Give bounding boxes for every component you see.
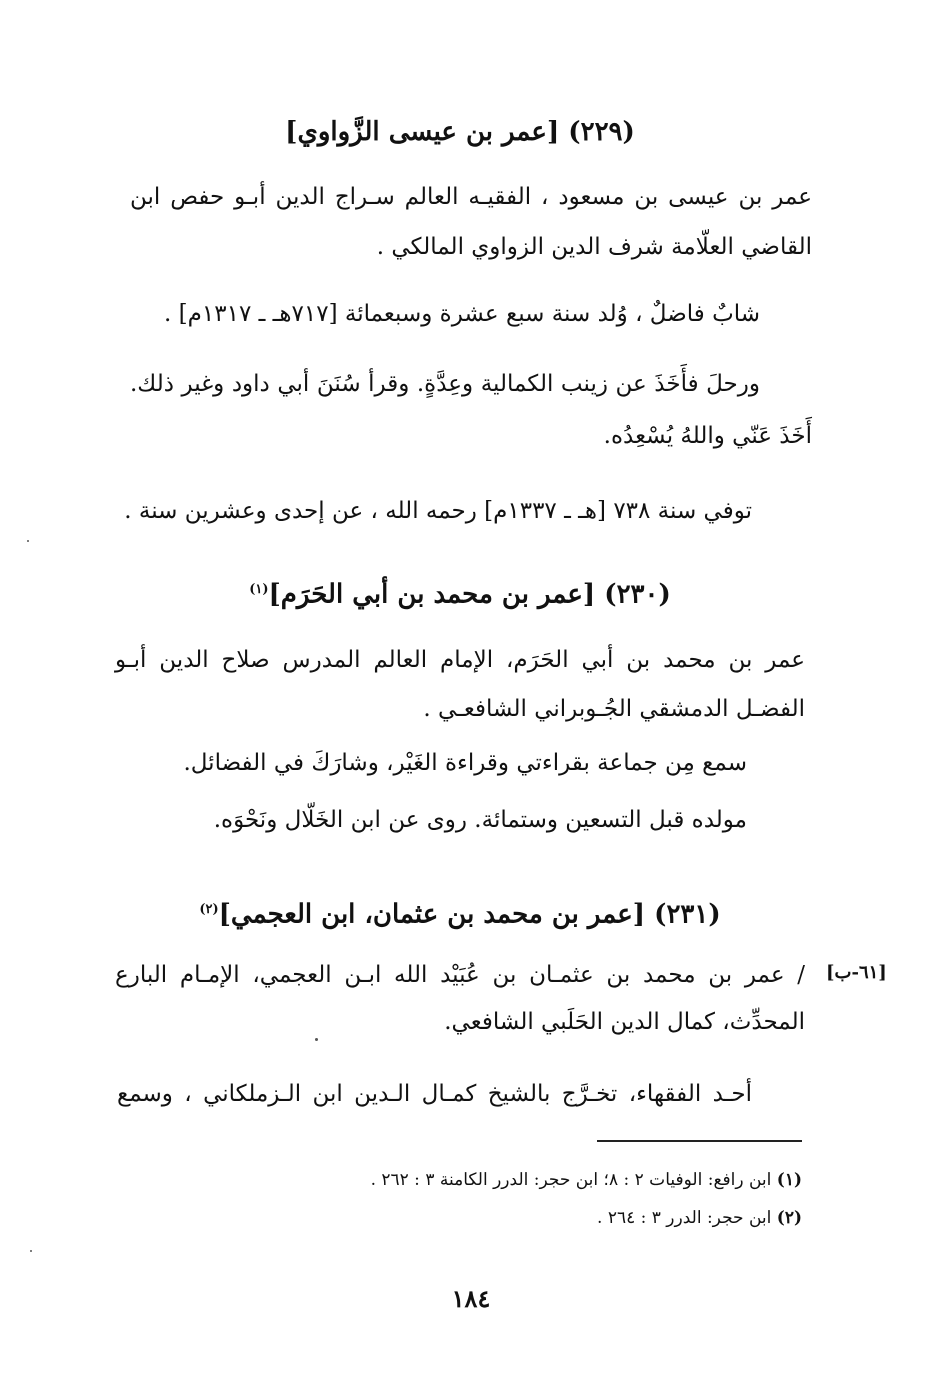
manuscript-folio-marker: [٦١-ب]	[826, 962, 887, 983]
footnote-text: ابن حجر: الدرر ٣ : ٢٦٤ .	[597, 1208, 772, 1228]
entry-heading-text: (٢٣١) [عمر بن محمد بن عثمان، ابن العجمي]	[218, 899, 721, 930]
footnote-ref: (٢)	[199, 902, 219, 917]
scan-speck	[30, 1250, 32, 1252]
footnote	[371, 1167, 802, 1193]
entry-heading-text: (٢٣٠) [عمر بن محمد بن أبي الحَرَم]	[268, 579, 671, 610]
footnote-number: (١)	[776, 1170, 802, 1190]
footnote-text: ابن رافع: الوفيات ٢ : ٨؛ ابن حجر: الدرر الكامنة ٣ : ٢٦٢ .	[370, 1170, 772, 1190]
body-line: مولده قبل التسعين وستمائة. روى عن ابن الخَلّال ونَحْوَه.	[213, 807, 747, 833]
body-line: / عمر بن محمد بن عثمـان بن عُبَيْد الله ابـن العجمي، الإمـام البارع	[115, 962, 805, 988]
entry-heading-229	[110, 112, 810, 152]
footnote	[597, 1205, 802, 1231]
body-line: عمر بن عيسى بن مسعود ، الفقيـه العالم سـراج الدين أبـو حفص ابن	[130, 184, 812, 210]
body-line: الفضـل الدمشقي الجُـوبراني الشافعـي .	[423, 696, 805, 722]
body-line: توفي سنة ٧٣٨ [هـ ـ ١٣٣٧م] رحمه الله ، عن إحدى وعشرين سنة .	[124, 498, 752, 524]
entry-heading-230	[110, 570, 810, 615]
footnote-number: (٢)	[776, 1208, 802, 1228]
body-line: عمر بن محمد بن أبي الحَرَم، الإمام العالم المدرس صلاح الدين أبـو	[115, 647, 805, 673]
scan-speck	[315, 1038, 318, 1041]
body-line: أحـد الفقهاء، تخـرَّج بالشيخ كمـال الـدين ابن الـزملكاني ، وسمع	[117, 1081, 752, 1107]
body-line: القاضي العلّامة شرف الدين الزواوي المالكي .	[376, 234, 812, 260]
entry-heading-text: (٢٢٩) [عمر بن عيسى الزَّواوي]	[285, 117, 635, 147]
body-line: المحدِّث، كمال الدين الحَلَبي الشافعي.	[444, 1009, 805, 1035]
body-line: أَخَذَ عَنّي واللهُ يُسْعِدُه.	[603, 423, 812, 449]
footnote-ref: (١)	[249, 582, 269, 597]
body-line: سمع مِن جماعة بقراءتي وقراءة الغَيْر، وشارَكَ في الفضائل.	[183, 750, 747, 776]
scan-speck	[27, 540, 29, 542]
page-number: ١٨٤	[451, 1284, 491, 1313]
body-line: ورحلَ فأَخَذَ عن زينب الكمالية وعِدَّةٍ. وقرأ سُنَنَ أبي داود وغير ذلك.	[130, 371, 760, 397]
body-line: شابٌ فاضلٌ ، وُلد سنة سبع عشرة وسبعمائة [٧١٧هـ ـ ١٣١٧م] .	[164, 301, 760, 327]
footnote-separator	[597, 1140, 802, 1142]
entry-heading-231	[110, 890, 810, 935]
